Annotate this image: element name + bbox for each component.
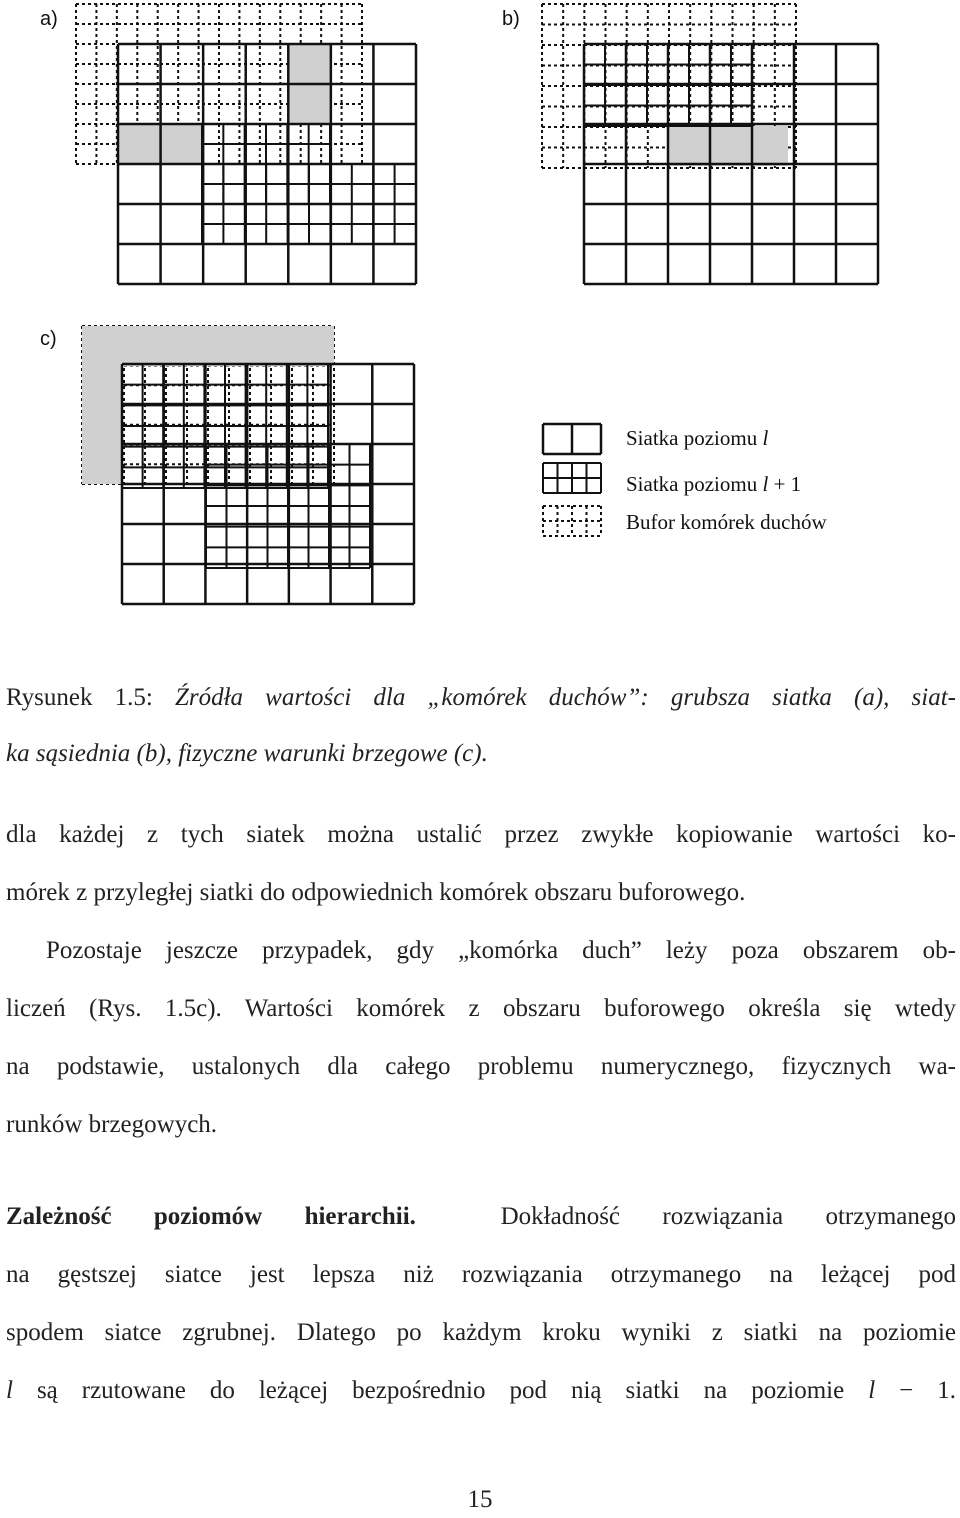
fine-grid-c1: [122, 364, 328, 488]
legend-label-ghost-buffer: Bufor komórek duchów: [626, 510, 827, 534]
paragraph-2: Pozostaje jeszcze przypadek, gdy „komórka duch” leży poza obszarem ob- liczeń (Rys. 1.5c). Wartości komórek z obszaru buforowego określa się wtedy na podstawie, ustalonych dla całego problemu numerycznego, fizycznych wa- runków brzegowych.: [6, 937, 956, 1138]
legend-swatch-ghost-buffer: [543, 506, 601, 536]
ghost-cells-figure: [0, 0, 960, 640]
ghost-source-cells-b: [668, 126, 788, 166]
panel-label-a: a): [40, 8, 58, 30]
page-number: 15: [467, 1486, 493, 1513]
fine-grid-a2: [202, 164, 416, 244]
figure-caption: Rysunek 1.5: Źródła wartości dla „komórek duchów”: grubsza siatka (a), siat- ka sąsiednia (b), fizyczne warunki brzegowe (c).: [6, 684, 956, 767]
paragraph-3: Zależność poziomów hierarchii. Dokładność rozwiązania otrzymanego na gęstszej siatce jest lepsza niż rozwiązania otrzymanego na leżącej pod spodem siatce zgrubnej. Dlatego po każdym kroku wyniki z siatki na poziomie l są rzutowane do leżącej bezpośrednio pod nią siatki na poziomie l − 1.: [6, 1203, 956, 1404]
ghost-physical-left-c: [82, 366, 122, 484]
fine-grid-b: [584, 44, 752, 126]
paragraph-heading: Zależność poziomów hierarchii.: [6, 1203, 416, 1230]
legend-swatch-level-l: [543, 424, 601, 454]
legend-swatch-level-l-plus-1: [543, 463, 601, 493]
legend-label-level-l-plus-1: Siatka poziomu l + 1: [626, 472, 802, 496]
fine-grid-c2: [206, 444, 370, 568]
legend-label-level-l: Siatka poziomu l: [626, 426, 769, 450]
paragraph-1: dla każdej z tych siatek można ustalić przez zwykłe kopiowanie wartości ko- mórek z przyległej siatki do odpowiednich komórek obszaru buforowego.: [6, 821, 956, 906]
panel-label-b: b): [502, 8, 520, 30]
panel-label-c: c): [40, 328, 57, 350]
ghost-physical-top-c: [82, 326, 334, 366]
